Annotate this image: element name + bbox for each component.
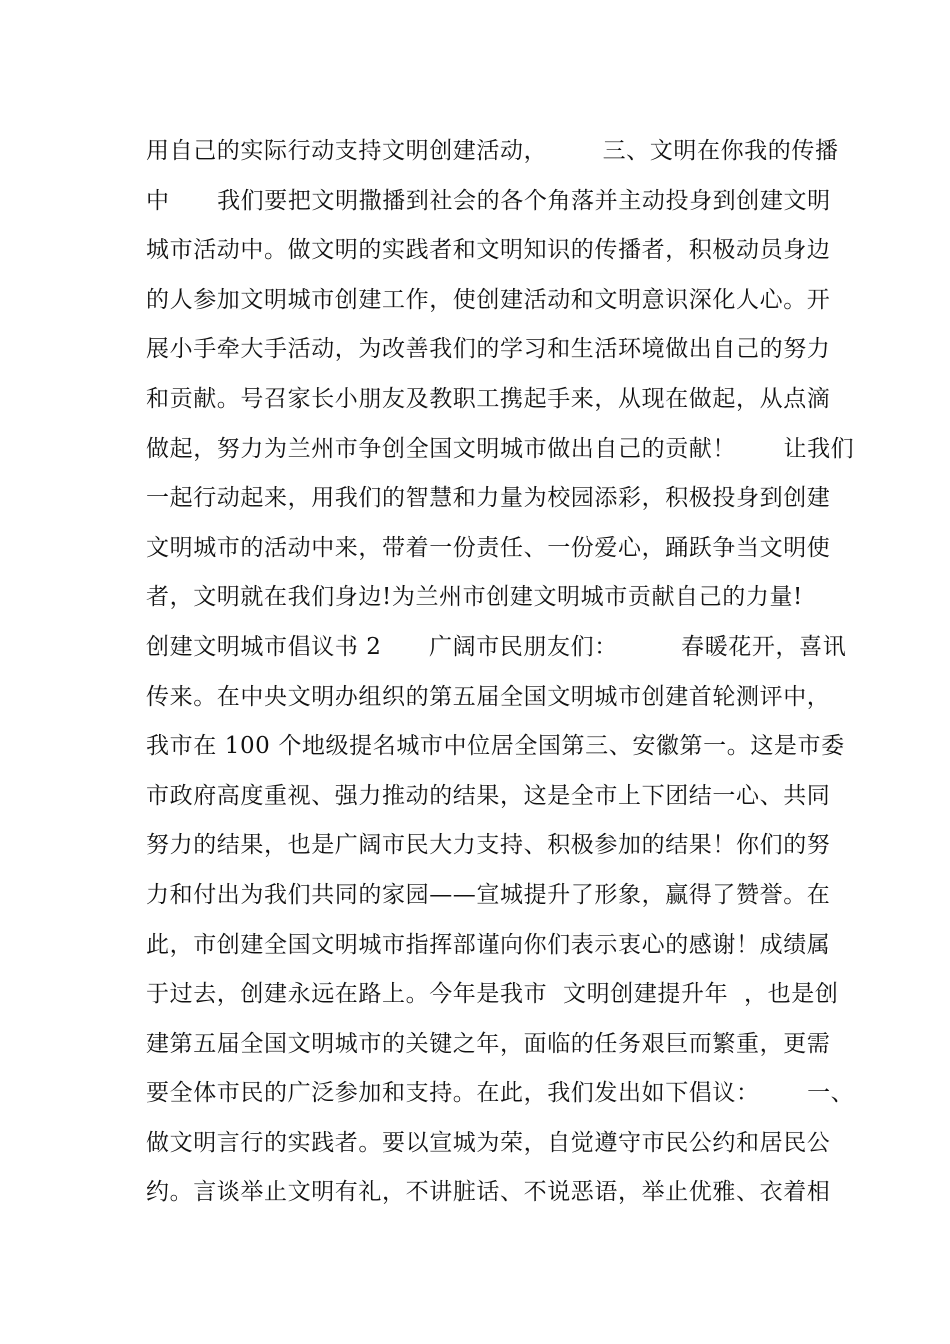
text-line: 展小手牵大手活动，为改善我们的学习和生活环境做出自己的努力 <box>146 336 831 363</box>
text-line: 者，文明就在我们身边!为兰州市创建文明城市贡献自己的力量! <box>146 584 803 611</box>
document-body <box>146 127 855 1218</box>
text-line: 文明城市的活动中来，带着一份责任、一份爱心，踊跃争当文明使 <box>146 534 831 561</box>
text-line: 市政府高度重视、强力推动的结果，这是全市上下团结一心、共同 <box>146 782 831 809</box>
text-line: 中 我们要把文明撒播到社会的各个角落并主动投身到创建文明 <box>146 187 831 214</box>
text-line: 做文明言行的实践者。要以宣城为荣，自觉遵守市民公约和居民公 <box>146 1129 831 1156</box>
text-line: 我市在 100 个地级提名城市中位居全国第三、安徽第一。这是市委 <box>146 733 845 760</box>
text-line: 用自己的实际行动支持文明创建活动， 三、文明在你我的传播 <box>146 138 839 164</box>
text-line: 此，市创建全国文明城市指挥部谨向你们表示衷心的感谢！成绩属 <box>146 931 831 958</box>
text-line: 做起，努力为兰州市争创全国文明城市做出自己的贡献！ 让我们 <box>146 435 855 462</box>
text-line: 和贡献。号召家长小朋友及教职工携起手来，从现在做起，从点滴 <box>146 385 831 412</box>
text-line: 创建文明城市倡议书 2 广阔市民朋友们： 春暖花开，喜讯 <box>146 633 847 660</box>
text-line: 的人参加文明城市创建工作，使创建活动和文明意识深化人心。开 <box>146 286 831 313</box>
text-line: 约。言谈举止文明有礼，不讲脏话、不说恶语，举止优雅、衣着相 <box>146 1179 831 1206</box>
text-line: 建第五届全国文明城市的关键之年，面临的任务艰巨而繁重，更需 <box>146 1030 831 1057</box>
text-line: 城市活动中。做文明的实践者和文明知识的传播者，积极动员身边 <box>146 237 831 264</box>
text-line: 于过去，创建永远在路上。今年是我市 文明创建提升年 ，也是创 <box>146 981 839 1008</box>
text-line: 传来。在中央文明办组织的第五届全国文明城市创建首轮测评中， <box>146 683 831 710</box>
text-line: 力和付出为我们共同的家园——宣城提升了形象，赢得了赞誉。在 <box>146 881 831 908</box>
text-line: 一起行动起来，用我们的智慧和力量为校园添彩，积极投身到创建 <box>146 485 831 512</box>
text-line: 要全体市民的广泛参加和支持。在此，我们发出如下倡议： 一、 <box>146 1080 855 1107</box>
text-line: 努力的结果，也是广阔市民大力支持、积极参加的结果！你们的努 <box>146 832 831 859</box>
